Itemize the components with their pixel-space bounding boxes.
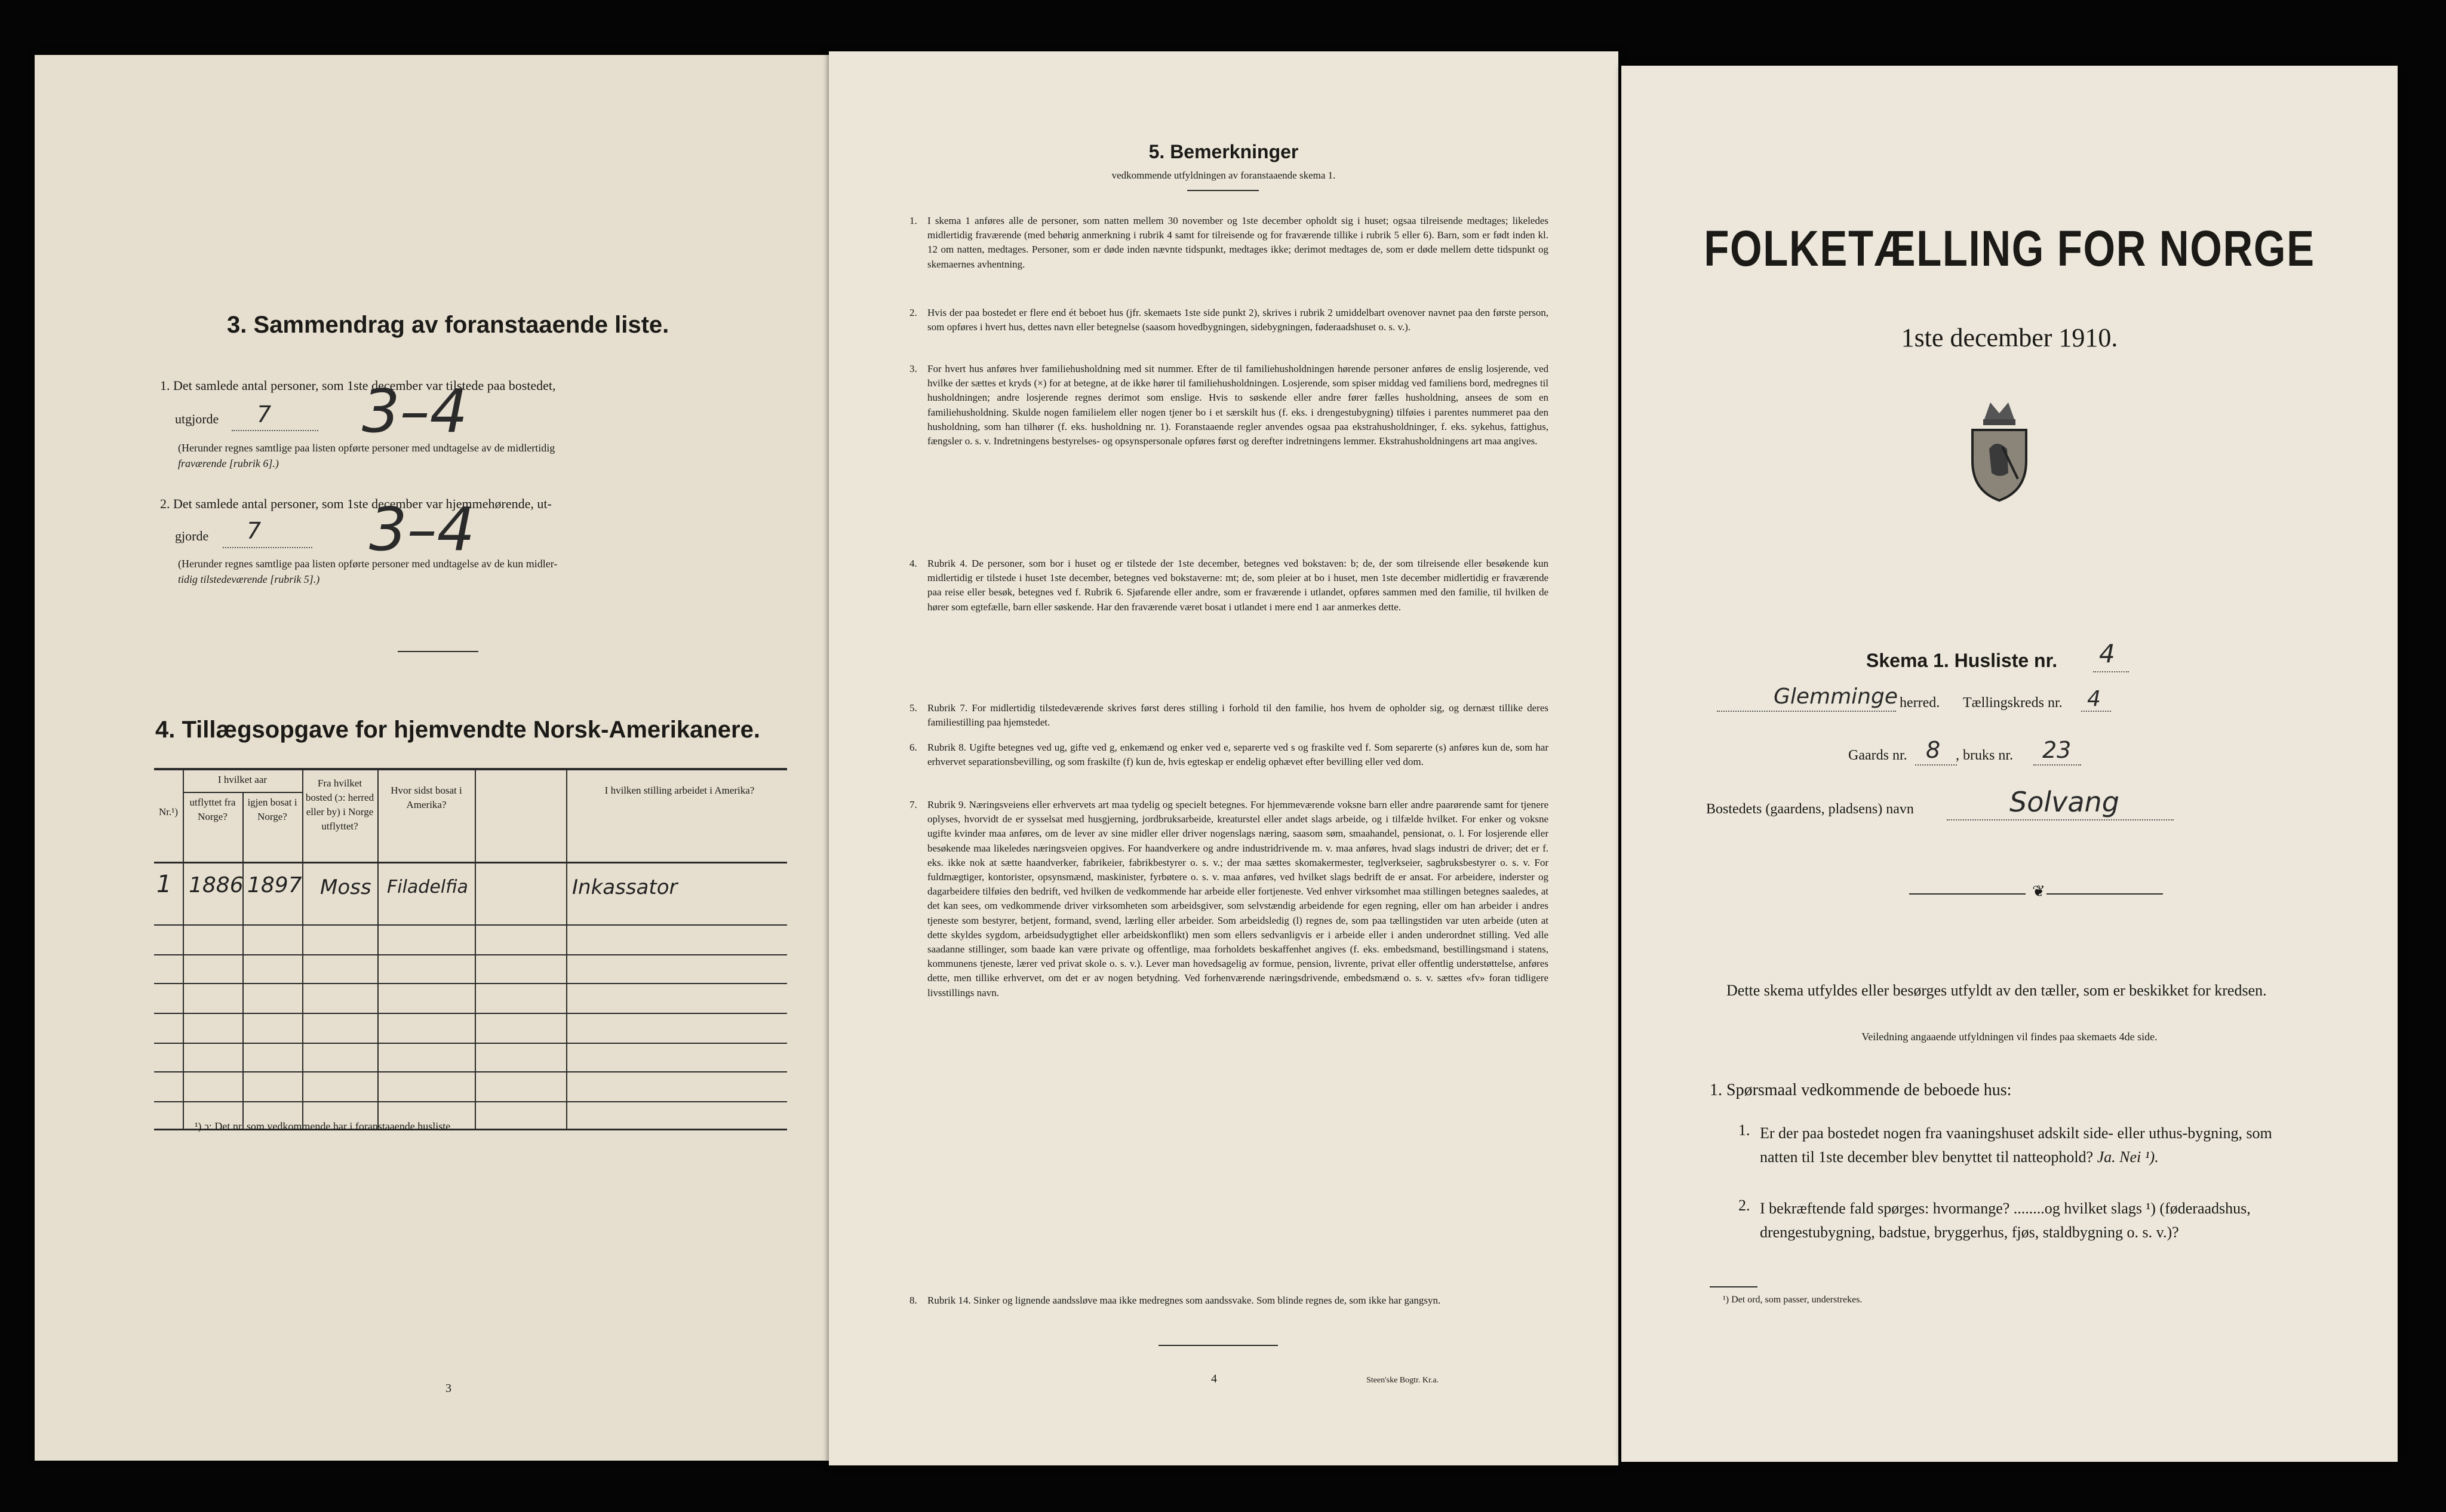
remark-1-text: I skema 1 anføres alle de personer, som natten mellem 30 november og 1ste december opholdt sig i huset; ogsaa tilreisende medtages; likeledes midlertidig fraværende (med behørig anmerkning i rubrik 4 samt for tilreisende og for fraværende tillike i rubrik 5 eller 6). Barn, som er født inden kl. 12 om natten, medtages. Personer, som er døde inden nævnte tidspunkt, medtages ikke; derimot medtages de, som er døde mellem dette tidspunkt og skemaernes avhentning. xyxy=(927,215,1548,270)
row-returned: 1897 xyxy=(247,873,302,898)
questions-title: 1. Spørsmaal vedkommende de beboede hus: xyxy=(1710,1081,2012,1099)
remark-3-number: 3. xyxy=(909,363,917,374)
item1-text: 1. Det samlede antal personer, som 1ste december var tilstede paa bostedet, xyxy=(160,378,556,393)
printer-mark: Steen'ske Bogtr. Kr.a. xyxy=(1366,1376,1439,1385)
q1-answer: Ja. Nei ¹). xyxy=(2097,1148,2159,1166)
remark-2-text: Hvis der paa bostedet er flere end ét beboet hus (jfr. skemaets 1ste side punkt 2), skrives i rubrik 2 umiddelbart ovenover navnet paa den første person, som opføres i hvert hus, dettes navn eller betegnelse (saasom hovedbygningen, sidebygningen, føderaadshuset o. s. v.). xyxy=(927,307,1548,333)
ornament-line-right xyxy=(2046,893,2163,895)
item2-dotline xyxy=(223,547,312,548)
remark-6 xyxy=(909,740,1548,769)
page-number-4: 4 xyxy=(1211,1372,1217,1385)
item2-note-b: tidig tilstedeværende [rubrik 5].) xyxy=(178,573,320,585)
q1-text xyxy=(1760,1121,2303,1169)
kreds-line xyxy=(2081,711,2111,712)
herred-label: herred. xyxy=(1900,695,1940,711)
remark-5-text: Rubrik 7. For midlertidig tilstedeværende skrives først deres stilling i forhold til den familie, hos hvem de opholder sig, og dernæst tillike deres familiestilling paa hjemstedet. xyxy=(927,702,1548,729)
row-from: Moss xyxy=(320,875,371,899)
q2-number: 2. xyxy=(1738,1197,1750,1214)
census-date: 1ste december 1910. xyxy=(1901,323,2118,352)
remark-6-number: 6. xyxy=(909,742,917,753)
americans-table xyxy=(154,768,787,1144)
remark-2-number: 2. xyxy=(909,307,917,318)
coat-of-arms-icon xyxy=(1961,395,2038,503)
table-footnote: ¹) ɔ: Det nr. som vedkommende har i foranstaaende husliste. xyxy=(195,1120,453,1132)
ornament-line-left xyxy=(1909,893,2026,895)
page-number-3: 3 xyxy=(445,1382,451,1395)
husliste-line xyxy=(2093,671,2129,672)
husliste-number: 4 xyxy=(2099,639,2115,668)
col-from: Fra hvilket bosted (ɔ: herred eller by) i Norge utflyttet? xyxy=(305,777,374,832)
remark-4-text: Rubrik 4. De personer, som bor i huset og er tilstede der 1ste december, betegnes ved bokstaven: b; de, der som tilreisende eller besøkende kun midlertidig er tilstede i huset 1ste december, betegnes ved bokstaverne: mt; de, som pleier at bo i huset, men 1ste december midlertidig er fraværende paa reise eller besøk, betegnes ved f. Rubrik 6. Sjøfarende eller andre, som er fraværende i utlandet, opføres sammen med den familie, til hvilken de hører som egtefælle, barn eller søskende. Har den fraværende været bosat i utlandet i mere end 1 aar anmerkes dette. xyxy=(927,558,1548,613)
bosted-label: Bostedets (gaardens, pladsens) navn xyxy=(1706,801,1914,817)
q1-number: 1. xyxy=(1738,1121,1750,1139)
item2-handwritten: 3–4 xyxy=(369,494,475,564)
kreds-value: 4 xyxy=(2087,687,2101,711)
col-where: Hvor sidst bosat i Amerika? xyxy=(391,785,462,810)
remarks-title: 5. Bemerkninger xyxy=(1148,141,1299,162)
gaard-line xyxy=(1915,764,1957,766)
gaard-value: 8 xyxy=(1926,737,1941,763)
separator xyxy=(398,651,478,652)
section4-title: 4. Tillægsopgave for hjemvendte Norsk-Amerikanere. xyxy=(155,717,760,743)
remark-7-text: Rubrik 9. Næringsveiens eller erhvervets art maa tydelig og specielt betegnes. For hjemmeværende voksne barn eller andre paarørende samt for tjenere oplyses, hvorvidt de er sysselsat med husgjerning, jordbruksarbeide, kreaturstel eller andet slags arbeide, og i tilfælde hvilket. For enker og voksne ugifte kvinder maa anføres, om de lever av sine midler eller driver nogenslags næring, saasom søm, smaahandel, pensionat, o. l. For losjerende eller besøkende maa likeledes næringsveien opgives. For haandverkere og andre industridrivende m. v. maa anføres, hvad slags industri de driver; det er f. eks. ikke nok at sætte haandverker, fabrikeier, fabrikbestyrer o. s. v.; der maa sættes skomakermester, teglverkseier, sagbruksbestyrer o. s. v. For fuldmægtiger, kontorister, opsynsmænd, maskinister, fyrbøtere o. s. v. maa anføres, ved hvilket slags bedrift de er ansat. For arbeidere, inderster og dagarbeidere tilføies den bedrift, ved hvilken de vedkommende har arbeide eller fortjeneste. Ved enhver virksomhet maa stillingen betegnes saaledes, at det kan sees, om vedkommende driver virksomheten som arbeidsgiver, som selvstændig arbeidende for egen regning, eller om han arbeider i andres tjeneste som bestyrer, betjent, formand, svend, lærling eller arbeider. Som arbeidsledig (l) regnes de, som paa tællingstiden var uten arbeide (uten at dette skyldes sygdom, arbeidsudygtighet eller arbeidskonflikt) men som ellers sedvanligvis er i arbeide eller i anden underordnet stilling. Ved alle saadanne stillinger, som baade kan være private og offentlige, maa forholdets beskaffenhet angives (f. eks. embedsmand, bestillingsmand i statens, kommunens tjeneste, lærer ved privat skole o. s. v.). Lever man hovedsagelig av formue, pension, livrente, privat eller offentlig understøttelse, anføres dette, men tillike erhvervet, om det er av nogen betydning. Ved forhenværende næringsdrivende, embedsmænd o. s. v. sættes «fv» foran tidligere livsstillings navn. xyxy=(927,799,1548,998)
item1-value: 7 xyxy=(257,401,272,428)
middle-page xyxy=(829,51,1618,1465)
remark-6-text: Rubrik 8. Ugifte betegnes ved ug, gifte ved g, enkemænd og enker ved e, separerte ved s og fraskilte ved f. Som separerte (s) anføres kun de, som har erhvervet separationsbevilling, og som fraskilte (f) kun de, hvis egteskap er endelig ophævet efter bevilling eller ved dom. xyxy=(927,742,1548,768)
herred-value: Glemminge xyxy=(1774,684,1898,709)
remark-7 xyxy=(909,798,1548,1000)
item1-note-b: fraværende [rubrik 6].) xyxy=(178,457,279,469)
bruk-value: 23 xyxy=(2042,737,2072,763)
remarks-subtitle: vedkommende utfyldningen av foranstaaende skema 1. xyxy=(1111,170,1336,181)
census-title: FOLKETÆLLING FOR NORGE xyxy=(1704,220,2315,276)
gaard-label: Gaards nr. xyxy=(1848,748,1907,763)
remark-3 xyxy=(909,362,1548,448)
bosted-line xyxy=(1947,819,2174,820)
remark-4-number: 4. xyxy=(909,558,917,569)
row-emigrated: 1886 xyxy=(189,873,244,898)
item2-note-a: (Herunder regnes samtlige paa listen opførte personer med undtagelse av de kun midler- xyxy=(178,558,558,570)
row-where: Filadelfia xyxy=(387,877,468,898)
col-job: I hvilken stilling arbeidet i Amerika? xyxy=(604,785,755,796)
remark-7-number: 7. xyxy=(909,799,917,810)
remark-8-text: Rubrik 14. Sinker og lignende aandssløve maa ikke medregnes som aandssvake. Som blinde regnes de, som ikke har gangsyn. xyxy=(927,1295,1441,1306)
remark-1 xyxy=(909,214,1548,272)
remark-5 xyxy=(909,701,1548,730)
bruk-line xyxy=(2033,764,2081,766)
col-emigrated: utflyttet fra Norge? xyxy=(189,797,236,822)
end-rule xyxy=(1159,1345,1278,1346)
remark-1-number: 1. xyxy=(909,215,917,226)
item1-prefix: utgjorde xyxy=(175,411,219,426)
q2-text: I bekræftende fald spørges: hvormange? ........og hvilket slags ¹) (føderaadshus, drengestubygning, badstue, bryggerhus, fjøs, staldbygning o. s. v.)? xyxy=(1760,1200,2251,1241)
item1-note-a: (Herunder regnes samtlige paa listen opførte personer med undtagelse av de midlertidig xyxy=(178,442,555,454)
subtitle-rule xyxy=(1187,190,1259,191)
col-returned: igjen bosat i Norge? xyxy=(247,797,297,822)
remark-8 xyxy=(909,1293,1548,1308)
row-job: Inkassator xyxy=(572,875,678,899)
item2-value: 7 xyxy=(247,518,262,544)
row-nr: 1 xyxy=(156,871,172,898)
bosted-value: Solvang xyxy=(2009,786,2119,818)
right-footnote: ¹) Det ord, som passer, understrekes. xyxy=(1723,1295,1863,1305)
remark-3-text: For hvert hus anføres hver familiehusholdning med sit nummer. Efter de til familiehusholdningen hørende personer anføres de enslig losjerende, ved hvilke der sættes et kryds (×) for at betegne, at de ikke hører til familiehusholdningen. Losjerende, som spiser middag ved familiens bord, medregnes til husholdningen; andre losjerende regnes derimot som enslige. Hvis to søskende eller andre fører fælles husholdning, ansees de som en familiehusholdning. Skulde nogen familielem eller nogen tjener bo i et særskilt hus (f. eks. i drengestubygning) tilføies i parentes nummeret paa den husholdning, som han tilhører (f. eks. husholdning nr. 1). Foranstaaende regler anvendes ogsaa paa ekstrahusholdninger, f. eks. sykehus, fattighus, fængsler o. s. v. Indretningens bestyrelses- og opsynspersonale opføres først og derefter indretningens lemmer. Ekstrahusholdningens art maa angives. xyxy=(927,363,1548,447)
ornament-icon: ❦ xyxy=(2032,883,2045,900)
remark-2 xyxy=(909,306,1548,334)
bruk-label: , bruks nr. xyxy=(1956,748,2013,763)
right-page xyxy=(1621,66,2398,1462)
guide-text: Veiledning angaaende utfyldningen vil findes paa skemaets 4de side. xyxy=(1861,1031,2158,1043)
footnote-rule xyxy=(1710,1286,1757,1287)
col-year-group: I hvilket aar xyxy=(217,774,268,785)
remark-8-number: 8. xyxy=(909,1295,917,1306)
item1-handwritten: 3–4 xyxy=(362,376,468,446)
skema-label: Skema 1. Husliste nr. xyxy=(1866,650,2058,671)
kreds-label: Tællingskreds nr. xyxy=(1963,695,2063,711)
q1-question: Er der paa bostedet nogen fra vaaningshuset adskilt side- eller uthus-bygning, som natten til 1ste december blev benyttet til natteophold? xyxy=(1760,1124,2272,1166)
section3-title: 3. Sammendrag av foranstaaende liste. xyxy=(227,312,669,338)
remark-5-number: 5. xyxy=(909,702,917,714)
item2-text: 2. Det samlede antal personer, som 1ste december var hjemmehørende, ut- xyxy=(160,496,552,511)
item1-dotline xyxy=(232,430,318,431)
intro-text: Dette skema utfyldes eller besørges utfyldt av den tæller, som er beskikket for kredsen. xyxy=(1726,982,2267,999)
remark-4 xyxy=(909,557,1548,614)
left-page xyxy=(35,55,829,1461)
herred-line xyxy=(1717,711,1896,712)
item2-prefix: gjorde xyxy=(175,528,209,543)
col-nr: Nr.¹) xyxy=(158,806,178,818)
